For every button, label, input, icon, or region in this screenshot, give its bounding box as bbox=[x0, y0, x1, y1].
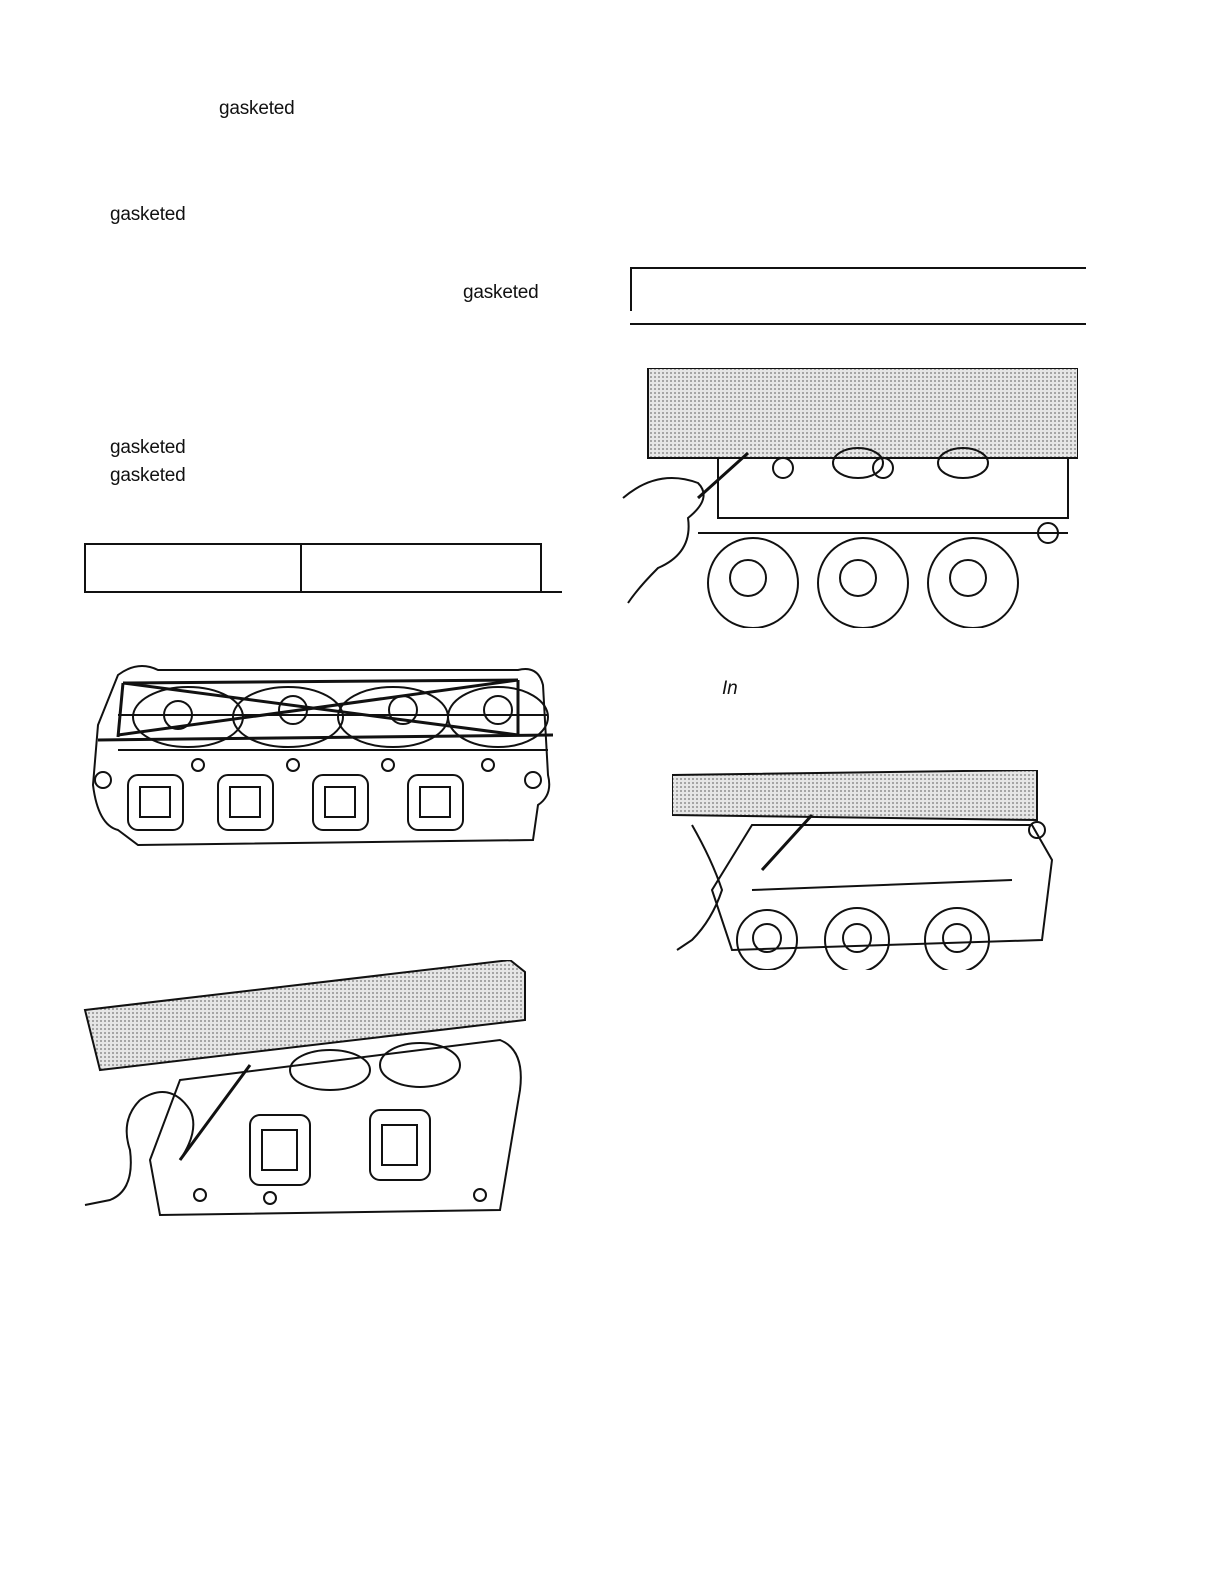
text-gasketed-2: gasketed bbox=[110, 204, 186, 225]
spec-box-top-rule bbox=[630, 267, 1086, 269]
text-in: In bbox=[722, 678, 738, 699]
text-gasketed-1: gasketed bbox=[219, 98, 295, 119]
figure-straightedge-bottom-right bbox=[672, 770, 1072, 970]
spec-table bbox=[84, 543, 542, 593]
figure-straightedge-long bbox=[80, 960, 540, 1240]
figure-head-diagonal-check bbox=[78, 655, 558, 865]
text-gasketed-4: gasketed bbox=[110, 437, 186, 458]
spec-box-left-rule bbox=[630, 267, 632, 311]
spec-table-underline bbox=[540, 591, 562, 593]
text-gasketed-3: gasketed bbox=[463, 282, 539, 303]
spec-table-divider bbox=[300, 543, 302, 593]
text-gasketed-5: gasketed bbox=[110, 465, 186, 486]
spec-box-bottom-rule bbox=[630, 323, 1086, 325]
figure-straightedge-top-right bbox=[618, 368, 1078, 628]
